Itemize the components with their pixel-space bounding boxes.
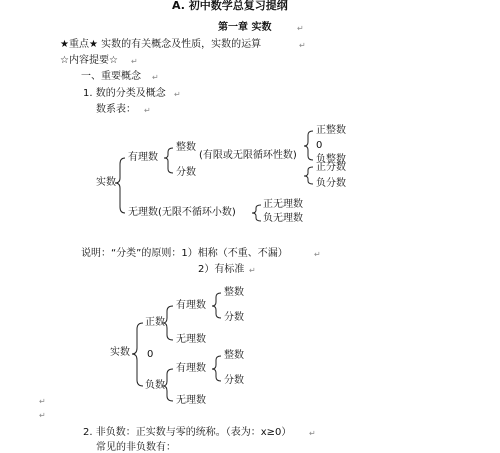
list-item-1: 1. 数的分类及概念 — [83, 88, 166, 99]
paragraph-mark: ↵ — [174, 90, 181, 99]
tree2-root-brace — [132, 323, 143, 386]
tree2-pos-fraction-label: 分数 — [224, 312, 244, 323]
tree2-pos-rational-brace — [212, 293, 221, 318]
tree2-positive-label: 正数 — [145, 317, 165, 328]
tree1-positive-integer-label: 正整数 — [316, 125, 346, 136]
summary-label: ☆内容提要☆ — [60, 55, 118, 66]
tree2-zero-label: 0 — [147, 349, 154, 360]
tree1-positive-fraction-label: 正分数 — [316, 162, 346, 173]
tree1-root-brace — [115, 158, 125, 213]
paragraph-mark: ↵ — [249, 266, 256, 275]
tree1-rational-brace — [164, 148, 173, 173]
tree1-root-label: 实数 — [96, 177, 116, 188]
paragraph-mark: ↵ — [314, 250, 321, 259]
tree2-pos-integer-label: 整数 — [224, 287, 244, 298]
classification-principle-line-2: 2）有标准 — [198, 264, 245, 275]
tree1-rational-label: 有理数 — [128, 152, 158, 163]
paragraph-mark: ↵ — [39, 411, 46, 420]
tree1-integer-label: 整数 — [176, 142, 196, 153]
list-item-2: 2. 非负数：正实数与零的统称。（表为：x≥0） — [83, 427, 292, 438]
section-heading: 一、重要概念 — [81, 71, 141, 82]
tree1-positive-irrational-label: 正无理数 — [263, 199, 303, 210]
paragraph-mark: ↵ — [39, 397, 46, 406]
tree1-negative-irrational-label: 负无理数 — [263, 213, 303, 224]
tree2-neg-irrational-label: 无理数 — [176, 395, 206, 406]
classification-principle-line: 说明：“分类”的原则：1）相称（不重、不漏） — [81, 248, 288, 259]
tree2-root-label: 实数 — [110, 347, 130, 358]
tree1-rational-note: (有限或无限循环性数) — [199, 150, 297, 161]
tree1-irrational-label: 无理数(无限不循环小数) — [128, 207, 236, 218]
tree2-neg-integer-label: 整数 — [224, 350, 244, 361]
tree1-negative-integer-label: 负整数 — [316, 154, 346, 165]
paragraph-mark: ↵ — [152, 73, 159, 82]
tree1-fraction-label: 分数 — [176, 167, 196, 178]
key-point-line: ★重点★ 实数的有关概念及性质，实数的运算 — [60, 39, 262, 50]
paragraph-mark: ↵ — [131, 57, 138, 66]
tree2-neg-rational-brace — [212, 356, 221, 381]
tree2-negative-label: 负数 — [145, 380, 165, 391]
number-system-label: 数系表： — [96, 104, 136, 115]
tree2-pos-rational-label: 有理数 — [176, 300, 206, 311]
list-item-2-sub: 常见的非负数有： — [96, 442, 176, 453]
document-title: A. 初中数学总复习提纲 — [172, 0, 288, 12]
paragraph-mark: ↵ — [144, 106, 151, 115]
tree1-zero-label: 0 — [316, 140, 323, 151]
tree2-neg-rational-label: 有理数 — [176, 363, 206, 374]
tree1-irrational-brace — [252, 205, 261, 221]
chapter-heading: 第一章 实数 — [218, 22, 272, 33]
tree1-negative-fraction-label: 负分数 — [316, 178, 346, 189]
tree1-fraction-brace — [304, 167, 313, 184]
tree2-pos-irrational-label: 无理数 — [176, 334, 206, 345]
paragraph-mark: ↵ — [299, 41, 306, 50]
paragraph-mark: ↵ — [309, 429, 316, 438]
tree1-integer-brace — [304, 131, 313, 160]
paragraph-mark: ↵ — [297, 24, 304, 33]
tree2-neg-fraction-label: 分数 — [224, 375, 244, 386]
